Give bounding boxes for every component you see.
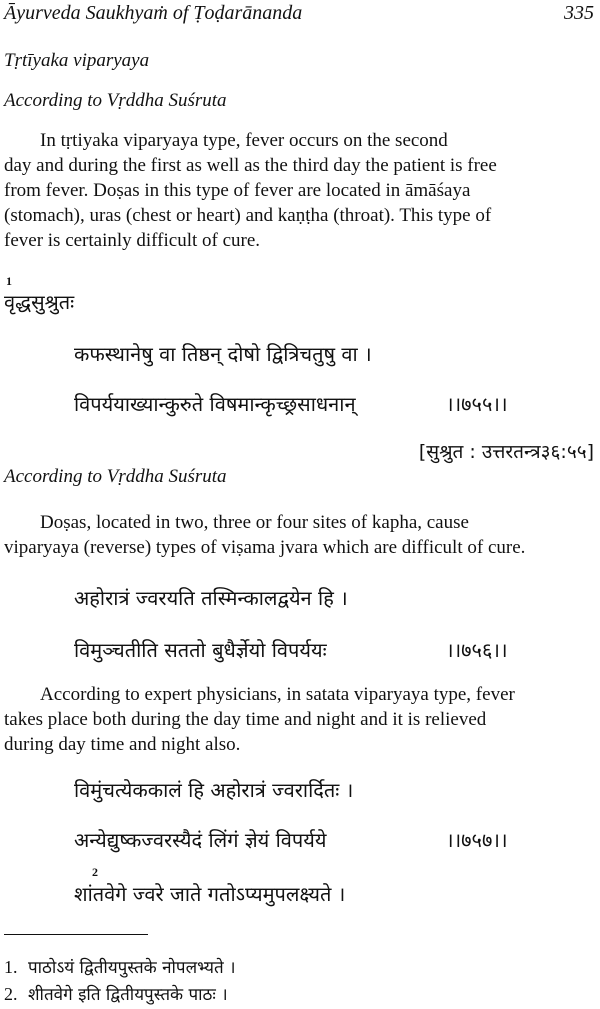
paragraph-line: (stomach), uras (chest or heart) and kaṇṭha (throat). This type of bbox=[4, 205, 492, 226]
footnote-2 bbox=[4, 982, 228, 1005]
source-heading: According to Vṛddha Suśruta bbox=[4, 90, 227, 111]
sanskrit-verse: विपर्ययाख्यान्कुरुते विषमान्कृच्छ्रसाधनान् bbox=[74, 392, 356, 416]
footnote-divider bbox=[4, 934, 148, 935]
footnote-text: पाठोऽयं द्वितीयपुस्तके नोपलभ्यते । bbox=[28, 958, 236, 978]
book-title: Āyurveda Saukhyaṁ of Ṭoḍarānanda bbox=[4, 2, 303, 24]
sanskrit-verse: विमुंचत्येककालं हि अहोरात्रं ज्वरार्दितः । bbox=[74, 778, 354, 802]
verse-number: ।।७५६।। bbox=[446, 638, 508, 662]
paragraph-line: In tṛtiyaka viparyaya type, fever occurs on the second bbox=[40, 130, 448, 151]
paragraph-line: takes place both during the day time and night and it is relieved bbox=[4, 709, 487, 730]
footnote-number: 2. bbox=[4, 984, 18, 1004]
paragraph-1 bbox=[4, 128, 596, 253]
verse-number: ।।७५७।। bbox=[446, 828, 508, 852]
paragraph-2 bbox=[4, 510, 596, 560]
page-number: 335 bbox=[564, 2, 594, 24]
paragraph-line: from fever. Doṣas in this type of fever are located in āmāśaya bbox=[4, 180, 471, 201]
sanskrit-verse: अहोरात्रं ज्वरयति तस्मिन्कालद्वयेन हि । bbox=[74, 586, 348, 610]
paragraph-line: viparyaya (reverse) types of viṣama jvara which are difficult of cure. bbox=[4, 537, 526, 558]
sanskrit-verse: अन्येद्युष्कज्वरस्यैदं लिंगं ज्ञेयं विपर्यये bbox=[74, 828, 327, 852]
footnote-marker: 1 bbox=[6, 274, 12, 288]
sanskrit-verse: विमुञ्चतीति सततो बुधैर्ज्ञेयो विपर्ययः bbox=[74, 638, 327, 662]
sanskrit-verse: शांतवेगे ज्वरे जाते गतोऽप्यमुपलक्ष्यते । bbox=[74, 882, 346, 906]
verse-number: ।।७५५।। bbox=[446, 392, 508, 416]
running-header bbox=[4, 2, 594, 30]
source-heading: According to Vṛddha Suśruta bbox=[4, 466, 227, 487]
paragraph-line: during day time and night also. bbox=[4, 734, 241, 755]
sanskrit-heading: वृद्धसुश्रुतः bbox=[4, 290, 75, 314]
sanskrit-verse: कफस्थानेषु वा तिष्ठन् दोषो द्वित्रिचतुषु वा । bbox=[74, 342, 372, 366]
footnote-1 bbox=[4, 955, 236, 978]
paragraph-3 bbox=[4, 682, 596, 757]
paragraph-line: day and during the first as well as the third day the patient is free bbox=[4, 155, 497, 176]
section-title: Tṛtīyaka viparyaya bbox=[4, 50, 150, 71]
footnote-marker: 2 bbox=[92, 865, 98, 879]
footnote-number: 1. bbox=[4, 957, 18, 977]
paragraph-line: fever is certainly difficult of cure. bbox=[4, 230, 261, 251]
footnote-text: शीतवेगे इति द्वितीयपुस्तके पाठः । bbox=[28, 985, 228, 1005]
paragraph-line: Doṣas, located in two, three or four sites of kapha, cause bbox=[40, 512, 469, 533]
source-reference: [सुश्रुत : उत्तरतन्त्र३६:५५] bbox=[418, 441, 594, 463]
paragraph-line: According to expert physicians, in satata viparyaya type, fever bbox=[40, 684, 515, 705]
